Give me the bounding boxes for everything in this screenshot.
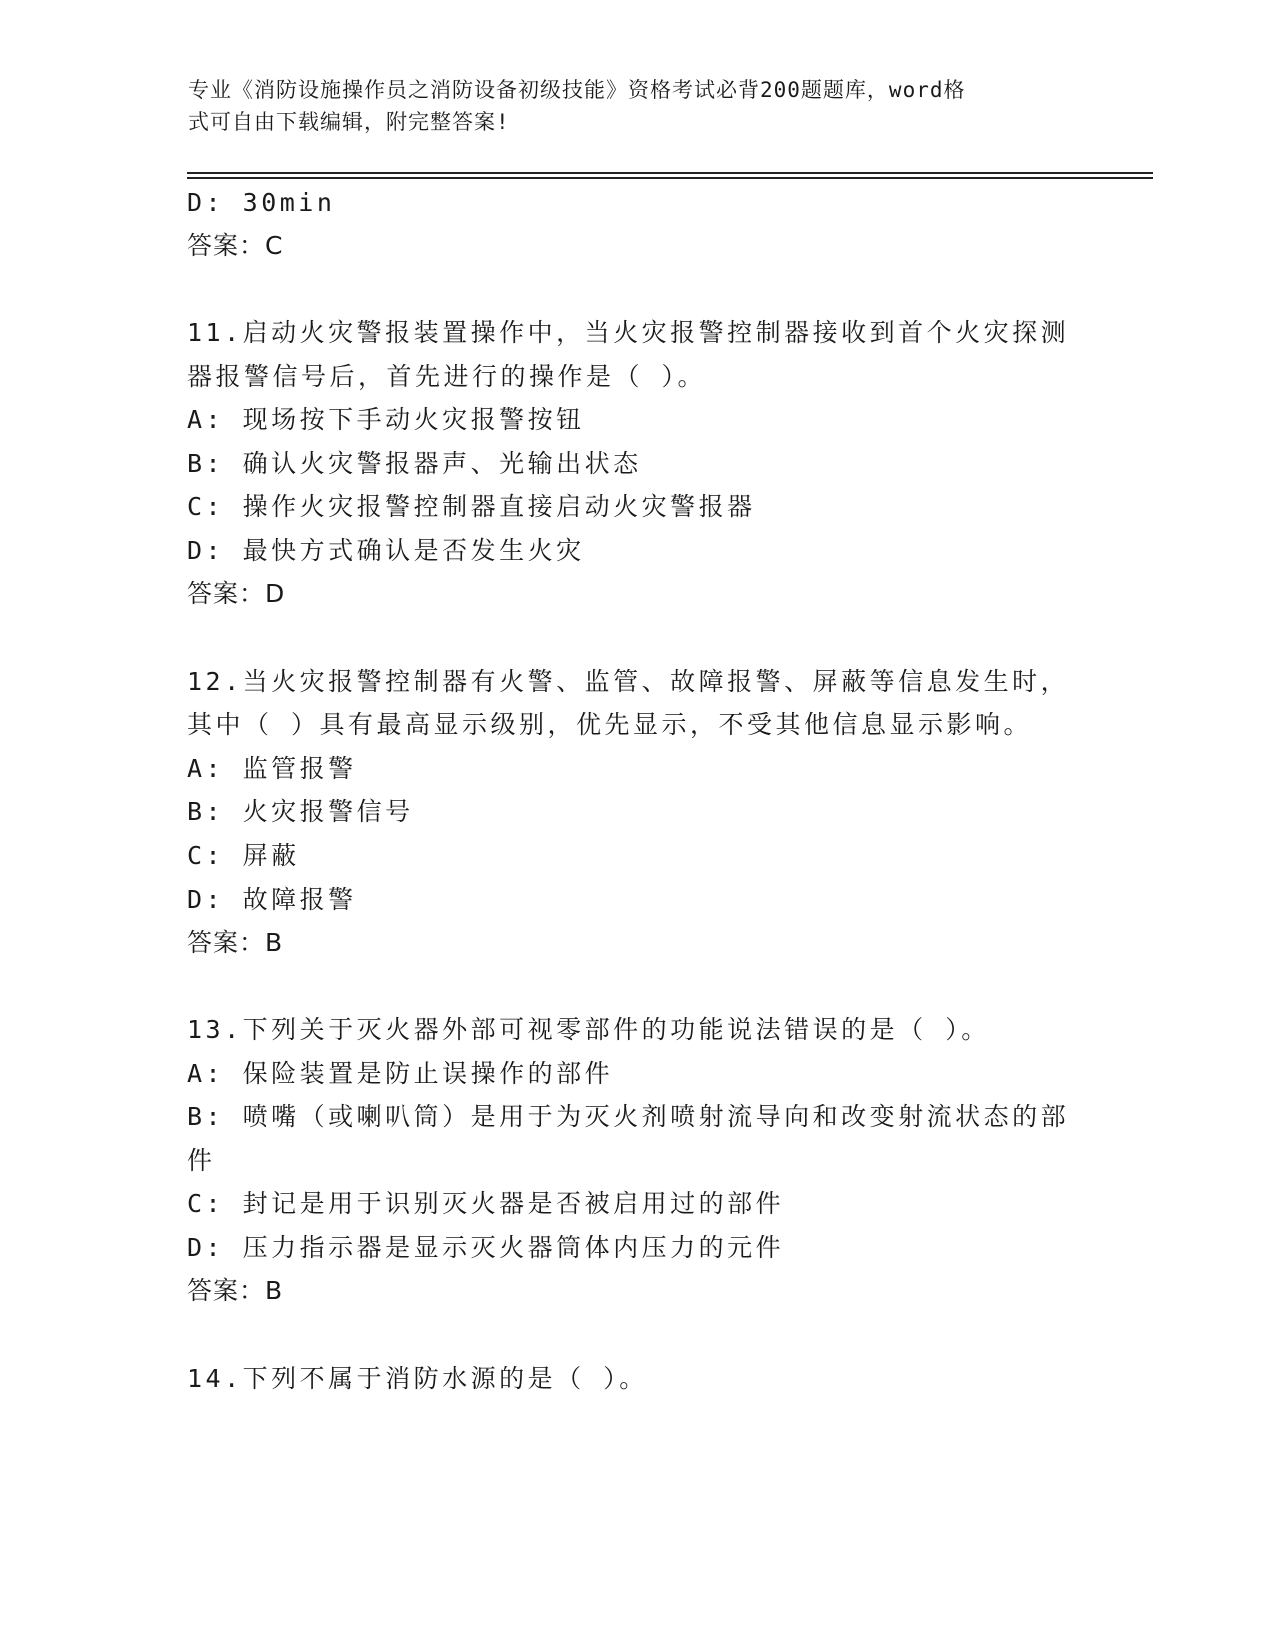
question-13-option-d: D: 压力指示器是显示灭火器筒体内压力的元件 xyxy=(187,1233,785,1262)
question-13-option-b: B: 喷嘴（或喇叭筒）是用于为灭火剂喷射流导向和改变射流状态的部 xyxy=(187,1102,1070,1131)
document-header xyxy=(188,74,1088,138)
question-11-option-b: B: 确认火灾警报器声、光输出状态 xyxy=(187,449,642,478)
question-11-option-a: A: 现场按下手动火灾报警按钮 xyxy=(187,405,585,434)
question-12-option-a: A: 监管报警 xyxy=(187,754,357,783)
question-12-text: 12.当火灾报警控制器有火警、监管、故障报警、屏蔽等信息发生时， xyxy=(187,667,1070,696)
question-14-text: 14.下列不属于消防水源的是（ ）。 xyxy=(187,1364,648,1393)
question-11-answer: 答案：D xyxy=(187,579,286,608)
question-13-option-b-cont: 件 xyxy=(187,1146,216,1175)
header-divider-bottom xyxy=(187,177,1153,179)
question-12-answer: 答案：B xyxy=(187,928,284,957)
question-12-option-d: D: 故障报警 xyxy=(187,885,357,914)
question-13-option-c: C: 封记是用于识别灭火器是否被启用过的部件 xyxy=(187,1189,785,1218)
option-d: D: 30min xyxy=(187,188,336,217)
question-11-text-cont: 器报警信号后，首先进行的操作是（ ）。 xyxy=(187,362,707,391)
answer-line: 答案：C xyxy=(187,231,284,260)
question-13-answer: 答案：B xyxy=(187,1276,284,1305)
question-12-option-c: C: 屏蔽 xyxy=(187,841,300,870)
question-11-option-c: C: 操作火灾报警控制器直接启动火灾警报器 xyxy=(187,492,756,521)
header-line-2: 式可自由下载编辑，附完整答案! xyxy=(188,110,510,134)
question-12-option-b: B: 火灾报警信号 xyxy=(187,797,414,826)
question-11-option-d: D: 最快方式确认是否发生火灾 xyxy=(187,536,585,565)
header-line-1: 专业《消防设施操作员之消防设备初级技能》资格考试必背200题题库，word格 xyxy=(188,78,966,102)
question-11-text: 11.启动火灾警报装置操作中，当火灾报警控制器接收到首个火灾探测 xyxy=(187,318,1070,347)
question-13-option-a: A: 保险装置是防止误操作的部件 xyxy=(187,1059,614,1088)
header-divider-top xyxy=(187,172,1153,174)
question-12-text-cont: 其中（ ）具有最高显示级别，优先显示，不受其他信息显示影响。 xyxy=(187,710,1033,739)
question-13-text: 13.下列关于灭火器外部可视零部件的功能说法错误的是（ ）。 xyxy=(187,1015,990,1044)
